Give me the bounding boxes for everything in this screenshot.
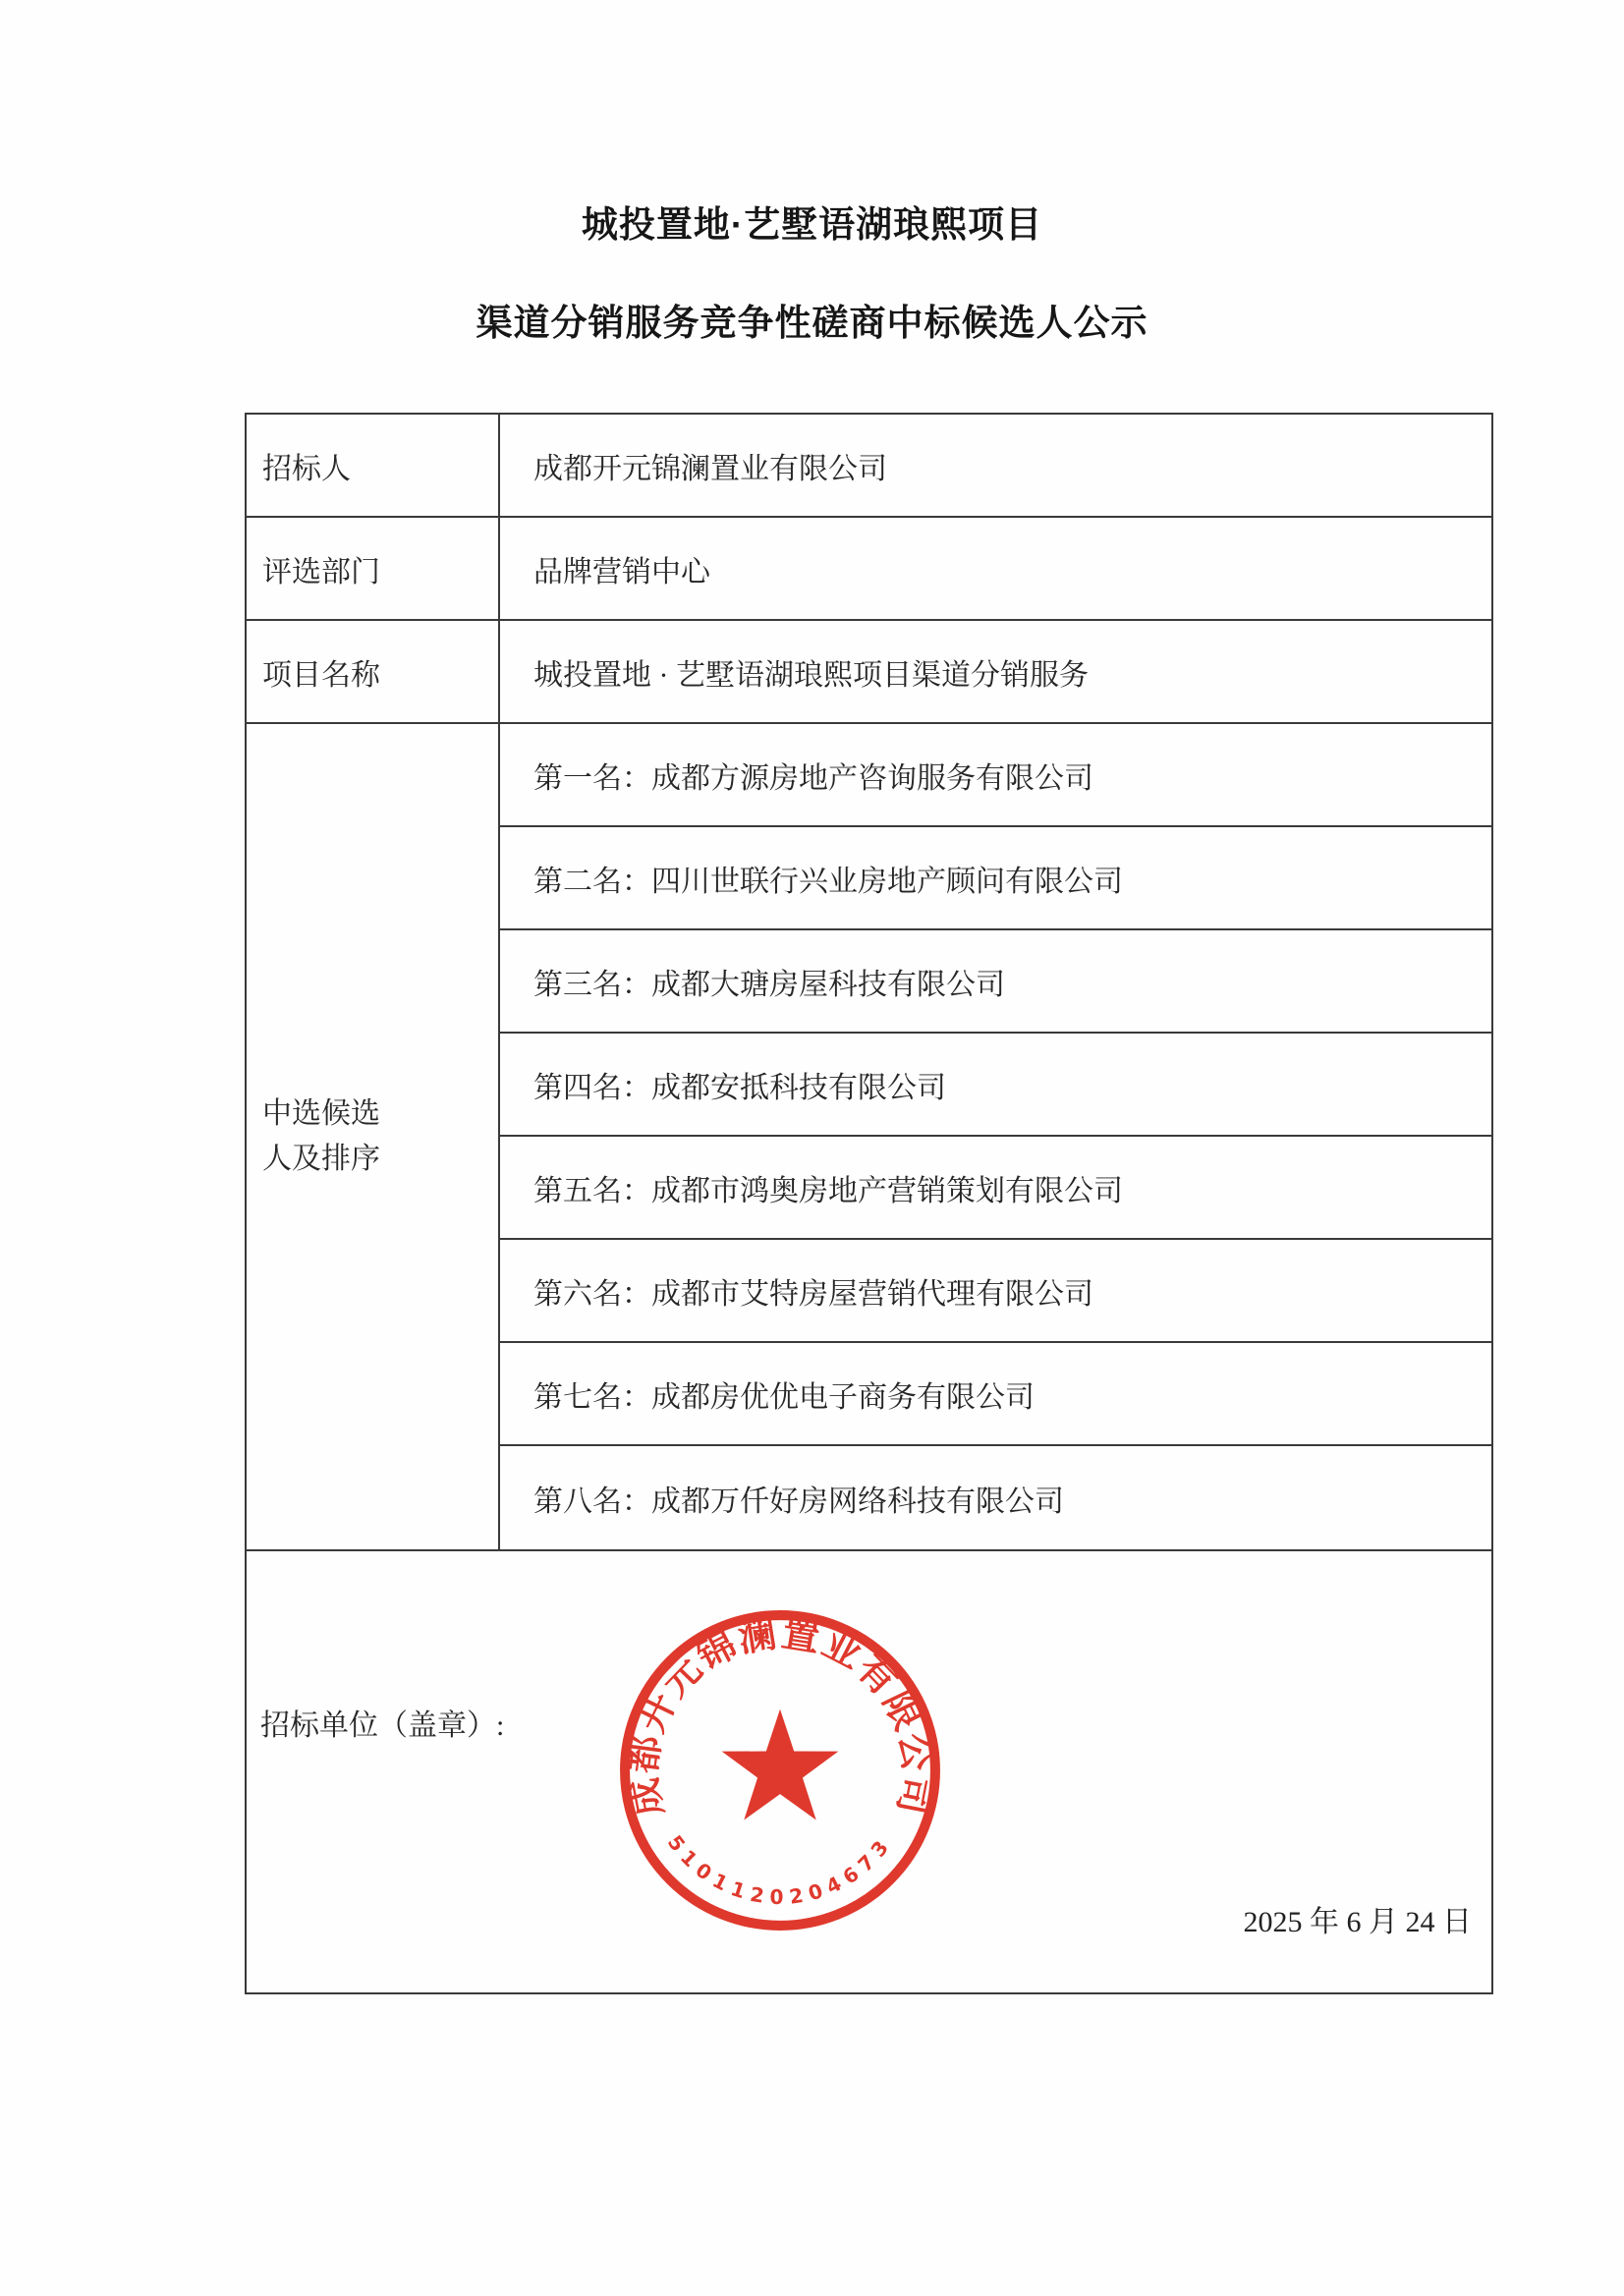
table-row-project [247, 621, 1491, 724]
company-seal-icon [612, 1602, 948, 1938]
candidate-item-6: 第六名：成都市艾特房屋营销代理有限公司 [500, 1240, 1491, 1343]
candidates-label [247, 724, 500, 1549]
bid-announcement-table [245, 413, 1493, 1994]
title-line-1: 城投置地·艺墅语湖琅熙项目 [581, 204, 1043, 245]
candidate-item-4: 第四名：成都安抵科技有限公司 [500, 1034, 1491, 1137]
candidate-item-2: 第二名：四川世联行兴业房地产顾问有限公司 [500, 827, 1491, 930]
seal-star-icon [722, 1709, 839, 1820]
title-line-2: 渠道分销服务竞争性磋商中标候选人公示 [476, 303, 1148, 343]
candidates-list [500, 724, 1491, 1549]
candidate-item-8: 第八名：成都万仟好房网络科技有限公司 [533, 1484, 1064, 1518]
candidate-item-7: 第七名：成都房优优电子商务有限公司 [500, 1343, 1491, 1446]
announcement-date: 2025 年 6 月 24 日 [1243, 1906, 1472, 1938]
table-row-department [247, 518, 1491, 621]
candidate-item-3: 第三名：成都大瑭房屋科技有限公司 [500, 930, 1491, 1034]
department-label: 评选部门 [247, 518, 500, 619]
candidates-label-text: 中选候选人及排序 [262, 1096, 380, 1175]
seal-number-text: 5101120204673 [662, 1830, 898, 1909]
bidder-label: 招标人 [247, 415, 500, 516]
seal-company-text: 成都开元锦澜置业有限公司 [622, 1613, 938, 1820]
seal-unit-label: 招标单位（盖章）: [260, 1709, 505, 1742]
document-title [0, 195, 1624, 346]
project-label: 项目名称 [247, 621, 500, 722]
project-value: 城投置地 · 艺墅语湖琅熙项目渠道分销服务 [533, 658, 1089, 692]
bidder-value: 成都开元锦澜置业有限公司 [533, 452, 887, 485]
table-row-bidder [247, 415, 1491, 518]
candidates-section [247, 724, 1491, 1551]
candidate-item-5: 第五名：成都市鸿奥房地产营销策划有限公司 [500, 1137, 1491, 1240]
department-value: 品牌营销中心 [533, 555, 710, 588]
candidate-item-1: 第一名：成都方源房地产咨询服务有限公司 [500, 724, 1491, 827]
footer-seal-cell [247, 1551, 1491, 1992]
